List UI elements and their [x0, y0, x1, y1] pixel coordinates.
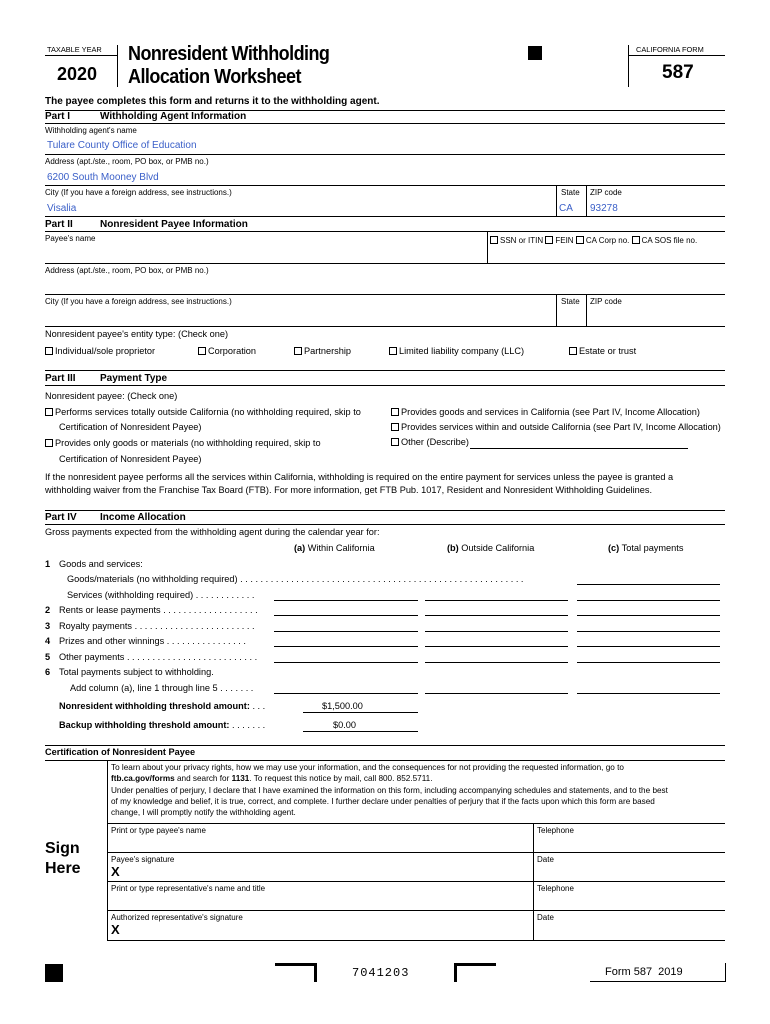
col-b-letter: (b)	[447, 543, 459, 553]
taxable-year-label: TAXABLE YEAR	[47, 45, 102, 54]
backup-threshold-dots: . . . . . . .	[232, 720, 266, 730]
llc-checkbox[interactable]	[389, 347, 397, 355]
backup-threshold-value: $0.00	[333, 720, 356, 730]
rents-col-b-field[interactable]	[425, 615, 568, 616]
privacy-end: . To request this notice by mail, call 800. 852.5711.	[249, 774, 433, 783]
privacy-code: 1131	[231, 774, 250, 783]
prizes-dots: . . . . . . . . . . . . . . . .	[166, 636, 246, 646]
outside-ca-label: Performs services totally outside California (no withholding required, skip to	[55, 407, 361, 417]
corporation-label: Corporation	[208, 346, 257, 356]
line6-row	[70, 683, 253, 693]
ssn-checkbox[interactable]	[490, 236, 498, 244]
payee-signature-label[interactable]: Payee's signature	[111, 855, 175, 864]
royalty-col-a-field[interactable]	[274, 631, 418, 632]
entity-llc[interactable]	[389, 346, 524, 356]
fein-label: FEIN	[555, 236, 574, 245]
payment-opt-within-outside[interactable]	[391, 422, 721, 432]
col-a-letter: (a)	[294, 543, 306, 553]
partnership-checkbox[interactable]	[294, 347, 302, 355]
partnership-label: Partnership	[304, 346, 351, 356]
agent-name-value[interactable]: Tulare County Office of Education	[47, 140, 197, 151]
other-col-a-field[interactable]	[274, 662, 418, 663]
entity-estate[interactable]	[569, 346, 636, 356]
prizes-col-c-field[interactable]	[577, 646, 720, 647]
part1-title: Withholding Agent Information	[100, 111, 247, 122]
col-b-label: Outside California	[461, 543, 535, 553]
part4-title: Income Allocation	[100, 512, 186, 523]
rep-signature-label[interactable]: Authorized representative's signature	[111, 913, 243, 922]
line1-num: 1	[45, 559, 51, 569]
line1-goods-row	[67, 574, 523, 584]
goods-only-checkbox[interactable]	[45, 439, 53, 447]
print-rep-label[interactable]: Print or type representative's name and title	[111, 884, 266, 893]
intro-text: The payee completes this form and returns it to the withholding agent.	[45, 96, 380, 107]
ca-sos-label: CA SOS file no.	[641, 236, 698, 245]
payment-opt-goods[interactable]	[45, 438, 321, 448]
payment-check-label: Nonresident payee: (Check one)	[45, 391, 178, 401]
ca-corp-label: CA Corp no.	[585, 236, 630, 245]
line3-row	[59, 621, 255, 631]
agent-state-value[interactable]: CA	[559, 203, 573, 214]
corporation-checkbox[interactable]	[198, 347, 206, 355]
rep-telephone-label[interactable]: Telephone	[537, 884, 574, 893]
privacy-line2	[111, 774, 432, 783]
services-col-c-field[interactable]	[577, 600, 720, 601]
col-c-header	[608, 543, 683, 553]
other-col-b-field[interactable]	[425, 662, 568, 663]
prizes-col-b-field[interactable]	[425, 646, 568, 647]
other-payments-label: Other payments	[59, 652, 125, 662]
rep-signature-mark: X	[111, 922, 120, 937]
goods-services-checkbox[interactable]	[391, 408, 399, 416]
date-label[interactable]: Date	[537, 855, 554, 864]
estate-label: Estate or trust	[579, 346, 637, 356]
prizes-label: Prizes and other winnings	[59, 636, 165, 646]
form-title-line1: Nonresident Withholding	[128, 43, 330, 65]
outside-ca-checkbox[interactable]	[45, 408, 53, 416]
goods-materials-label: Goods/materials (no withholding required)	[67, 574, 238, 584]
ca-corp-checkbox[interactable]	[576, 236, 584, 244]
payee-city-label[interactable]: City (If you have a foreign address, see instructions.)	[45, 297, 232, 306]
part4-subtitle: Gross payments expected from the withholding agent during the calendar year for:	[45, 527, 380, 537]
goods-only-label: Provides only goods or materials (no withholding required, skip to	[55, 438, 321, 448]
telephone-label[interactable]: Telephone	[537, 826, 574, 835]
prizes-col-a-field[interactable]	[274, 646, 418, 647]
nonres-threshold-row	[59, 701, 265, 711]
line1-label: Goods and services:	[59, 559, 143, 569]
registration-mark-top	[528, 46, 542, 60]
sign-line1: Sign	[45, 840, 80, 857]
backup-threshold-row	[59, 720, 265, 730]
privacy-line1: To learn about your privacy rights, how we may use your information, and the consequences for not providing the requested information, go to	[111, 763, 624, 772]
payment-opt-other[interactable]	[391, 437, 469, 447]
services-label: Services (withholding required)	[67, 590, 194, 600]
total-dots: . . . . . . .	[220, 683, 254, 693]
part2-title: Nonresident Payee Information	[100, 219, 248, 230]
registration-mark-bottom	[45, 964, 63, 982]
entity-individual[interactable]	[45, 346, 155, 356]
ftb-forms-link[interactable]: ftb.ca.gov/forms	[111, 774, 175, 783]
california-form-label: CALIFORNIA FORM	[636, 45, 704, 54]
agent-state-label: State	[561, 188, 580, 197]
payee-address-label[interactable]: Address (apt./ste., room, PO box, or PMB no.)	[45, 266, 209, 275]
line6-label: Total payments subject to withholding.	[59, 667, 214, 677]
agent-city-value[interactable]: Visalia	[47, 203, 77, 214]
entity-type-label: Nonresident payee's entity type: (Check one)	[45, 329, 229, 339]
agent-city-label: City (If you have a foreign address, see instructions.)	[45, 188, 232, 197]
nonres-threshold-dots: . . .	[252, 701, 266, 711]
line4-num: 4	[45, 636, 51, 646]
estate-checkbox[interactable]	[569, 347, 577, 355]
payee-id-options	[490, 236, 697, 245]
perjury-line3: change, I will promptly notify the withholding agent.	[111, 808, 296, 817]
agent-address-label: Address (apt./ste., room, PO box, or PMB no.)	[45, 157, 209, 166]
other-checkbox[interactable]	[391, 438, 399, 446]
agent-address-value[interactable]: 6200 South Mooney Blvd	[47, 172, 159, 183]
other-payments-dots: . . . . . . . . . . . . . . . . . . . . . . . . . .	[126, 652, 258, 662]
services-col-b-field[interactable]	[425, 600, 568, 601]
goods-only-label-cont: Certification of Nonresident Payee)	[59, 454, 202, 464]
other-label: Other (Describe)	[401, 437, 469, 447]
footer-form-label: Form 587 2019	[605, 966, 683, 978]
payee-zip-label[interactable]: ZIP code	[590, 297, 622, 306]
form-code: 7041203	[352, 966, 410, 980]
entity-corporation[interactable]	[198, 346, 256, 356]
col-a-header	[294, 543, 375, 553]
rep-date-label[interactable]: Date	[537, 913, 554, 922]
agent-zip-value[interactable]: 93278	[590, 203, 618, 214]
alignment-bracket-left	[275, 963, 317, 982]
royalty-col-b-field[interactable]	[425, 631, 568, 632]
services-col-a-field[interactable]	[274, 600, 418, 601]
goods-materials-dots: . . . . . . . . . . . . . . . . . . . . . . . . . . . . . . . . . . . . . . . . . . . . . . . . . . . . . . . .	[240, 574, 524, 584]
line6-num: 6	[45, 667, 51, 677]
part3-label: Part III	[45, 373, 76, 384]
tax-year: 2020	[57, 64, 98, 84]
payee-state-label[interactable]: State	[561, 297, 580, 306]
payment-note-line1: If the nonresident payee performs all the services within California, withholding is required on the entire payment for services unless the payee is granted a	[45, 472, 674, 482]
ca-sos-checkbox[interactable]	[632, 236, 640, 244]
part4-label: Part IV	[45, 512, 77, 523]
line2-num: 2	[45, 605, 51, 615]
alignment-bracket-right	[454, 963, 496, 982]
cert-title: Certification of Nonresident Payee	[45, 747, 196, 757]
perjury-line1: Under penalties of perjury, I declare that I have examined the information on this form, including accompanying schedules and statements, and to the best	[111, 786, 668, 795]
total-col-a-field[interactable]	[274, 693, 418, 694]
individual-label: Individual/sole proprietor	[55, 346, 156, 356]
other-describe-line[interactable]	[470, 448, 688, 449]
part1-label: Part I	[45, 111, 71, 122]
individual-checkbox[interactable]	[45, 347, 53, 355]
backup-threshold-label: Backup withholding threshold amount:	[59, 720, 230, 730]
rents-col-a-field[interactable]	[274, 615, 418, 616]
payment-opt-outside[interactable]	[45, 407, 361, 417]
total-col-b-field[interactable]	[425, 693, 568, 694]
goods-services-label: Provides goods and services in California (see Part IV, Income Allocation)	[401, 407, 700, 417]
line5-num: 5	[45, 652, 51, 662]
payee-signature-mark: X	[111, 864, 120, 879]
nonres-threshold-label: Nonresident withholding threshold amount:	[59, 701, 250, 711]
rents-col-c-field[interactable]	[577, 615, 720, 616]
royalty-col-c-field[interactable]	[577, 631, 720, 632]
payee-name-label[interactable]: Payee's name	[45, 234, 96, 243]
payment-note-line2: withholding waiver from the Franchise Tax Board (FTB). For more information, get FTB Pub. 1017, Resident and Nonresident Withholding Guidelines.	[45, 485, 653, 495]
col-c-label: Total payments	[621, 543, 684, 553]
perjury-line2: of my knowledge and belief, it is true, correct, and complete. I further declare under penalties of perjury that if the facts upon which this form are based	[111, 797, 655, 806]
other-col-c-field[interactable]	[577, 662, 720, 663]
outside-ca-label-cont: Certification of Nonresident Payee)	[59, 422, 202, 432]
entity-partnership[interactable]	[294, 346, 351, 356]
line5-row	[59, 652, 257, 662]
col-a-label: Within California	[307, 543, 375, 553]
print-payee-label[interactable]: Print or type payee's name	[111, 826, 206, 835]
services-dots: . . . . . . . . . . . .	[195, 590, 255, 600]
royalty-label: Royalty payments	[59, 621, 133, 631]
total-label: Add column (a), line 1 through line 5	[70, 683, 218, 693]
ssn-label: SSN or ITIN	[500, 236, 544, 245]
sign-line2: Here	[45, 860, 81, 877]
form-title-line2: Allocation Worksheet	[128, 66, 301, 88]
line1-services-row	[67, 590, 254, 600]
agent-name-label: Withholding agent's name	[45, 126, 137, 135]
within-outside-checkbox[interactable]	[391, 423, 399, 431]
privacy-mid: and search for	[174, 774, 232, 783]
form-number: 587	[662, 62, 694, 83]
within-outside-label: Provides services within and outside California (see Part IV, Income Allocation)	[401, 422, 721, 432]
payment-opt-goods-services[interactable]	[391, 407, 700, 417]
col-c-letter: (c)	[608, 543, 620, 553]
rents-dots: . . . . . . . . . . . . . . . . . . .	[163, 605, 258, 615]
llc-label: Limited liability company (LLC)	[399, 346, 525, 356]
nonres-threshold-value: $1,500.00	[322, 701, 363, 711]
agent-zip-label: ZIP code	[590, 188, 622, 197]
total-col-c-field[interactable]	[577, 693, 720, 694]
goods-total-field[interactable]	[577, 584, 720, 585]
part3-title: Payment Type	[100, 373, 168, 384]
col-b-header	[447, 543, 534, 553]
line3-num: 3	[45, 621, 51, 631]
fein-checkbox[interactable]	[545, 236, 553, 244]
part2-label: Part II	[45, 219, 73, 230]
line4-row	[59, 636, 246, 646]
line2-row	[59, 605, 258, 615]
rents-label: Rents or lease payments	[59, 605, 161, 615]
royalty-dots: . . . . . . . . . . . . . . . . . . . . . . . .	[134, 621, 255, 631]
